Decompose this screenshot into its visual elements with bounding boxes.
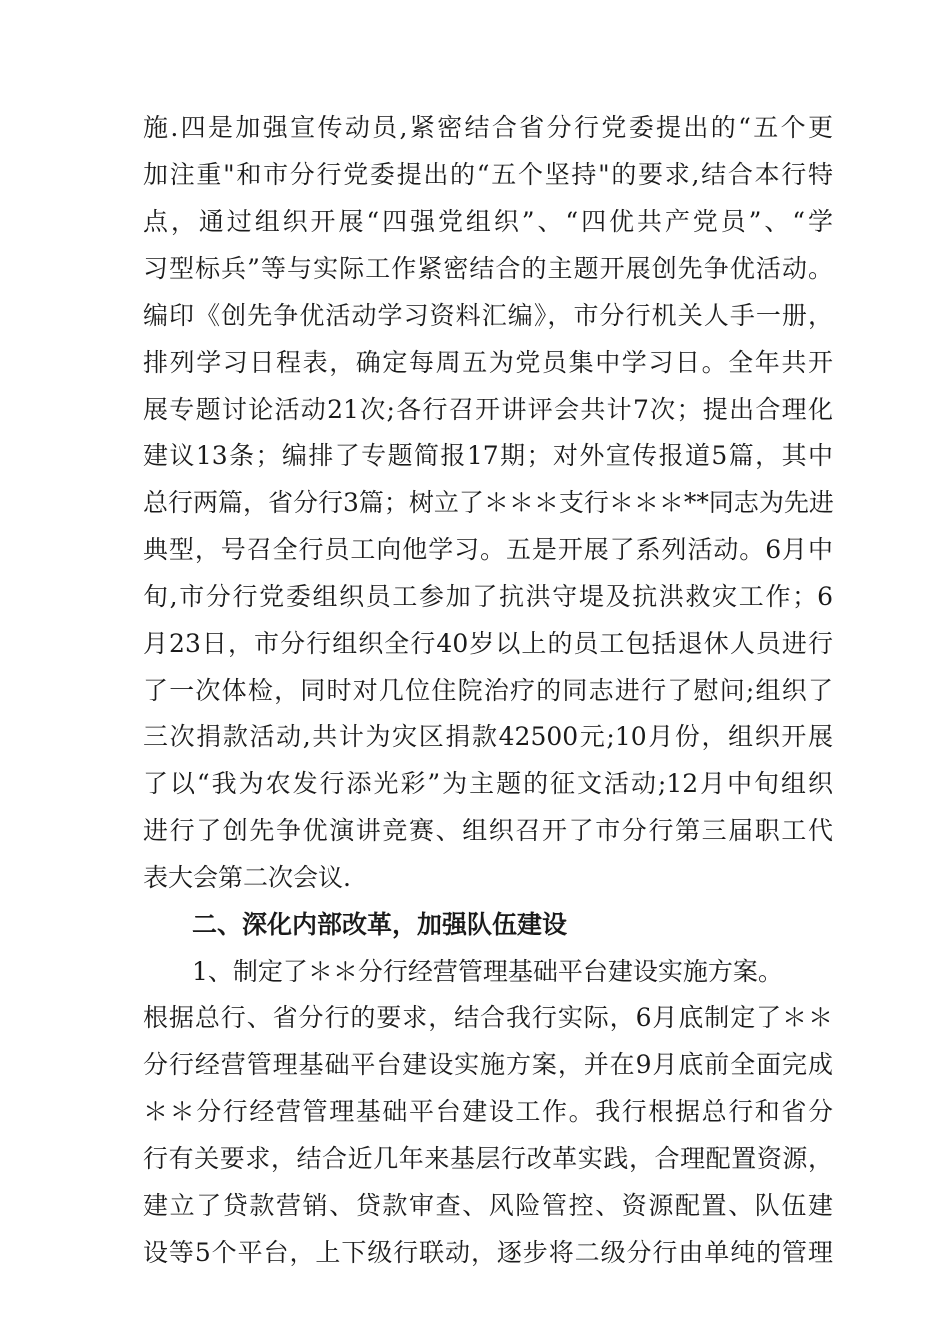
- paragraph-line: 根据总行、省分行的要求，结合我行实际，6月底制定了＊＊: [143, 1003, 833, 1032]
- paragraph-line: 了以“我为农发行添光彩”为主题的征文活动;12月中旬组织: [143, 769, 833, 798]
- paragraph-line: 典型，号召全行员工向他学习。五是开展了系列活动。6月中: [143, 535, 833, 564]
- paragraph-line: 了一次体检，同时对几位住院治疗的同志进行了慰问;组织了: [143, 676, 833, 705]
- paragraph-line: 总行两篇，省分行3篇；树立了＊＊＊支行＊＊＊**同志为先进: [143, 488, 834, 517]
- paragraph-line: 加注重"和市分行党委提出的“五个坚持"的要求,结合本行特: [143, 160, 833, 189]
- item-title: 1、制定了＊＊分行经营管理基础平台建设实施方案。: [192, 957, 783, 986]
- paragraph-line: 编印《创先争优活动学习资料汇编》，市分行机关人手一册，: [143, 301, 833, 330]
- paragraph-line: 分行经营管理基础平台建设实施方案，并在9月底前全面完成: [143, 1050, 833, 1079]
- paragraph-line: 旬,市分行党委组织员工参加了抗洪守堤及抗洪救灾工作；6: [143, 582, 833, 611]
- paragraph-line: 排列学习日程表，确定每周五为党员集中学习日。全年共开: [143, 348, 833, 377]
- paragraph-line: 月23日，市分行组织全行40岁以上的员工包括退休人员进行: [143, 629, 833, 658]
- paragraph-line: 进行了创先争优演讲竞赛、组织召开了市分行第三届职工代: [143, 816, 833, 845]
- paragraph-line: 行有关要求，结合近几年来基层行改革实践，合理配置资源，: [143, 1144, 833, 1173]
- paragraph-line: 设等5个平台，上下级行联动，逐步将二级分行由单纯的管理: [143, 1238, 833, 1267]
- paragraph-line: 施.四是加强宣传动员,紧密结合省分行党委提出的“五个更: [143, 113, 833, 142]
- paragraph-line: 习型标兵”等与实际工作紧密结合的主题开展创先争优活动。: [143, 254, 833, 283]
- section-heading: 二、深化内部改革，加强队伍建设: [192, 910, 568, 939]
- paragraph-line: 三次捐款活动,共计为灾区捐款42500元;10月份，组织开展: [143, 722, 833, 751]
- paragraph-line: 点，通过组织开展“四强党组织”、“四优共产党员”、“学: [143, 207, 833, 236]
- paragraph-line: 建立了贷款营销、贷款审查、风险管控、资源配置、队伍建: [143, 1191, 833, 1220]
- paragraph-line: 建议13条；编排了专题简报17期；对外宣传报道5篇，其中: [143, 441, 833, 470]
- paragraph-line: 表大会第二次会议.: [143, 863, 351, 892]
- paragraph-line: ＊＊分行经营管理基础平台建设工作。我行根据总行和省分: [143, 1097, 833, 1126]
- paragraph-line: 展专题讨论活动21次;各行召开讲评会共计7次；提出合理化: [143, 395, 833, 424]
